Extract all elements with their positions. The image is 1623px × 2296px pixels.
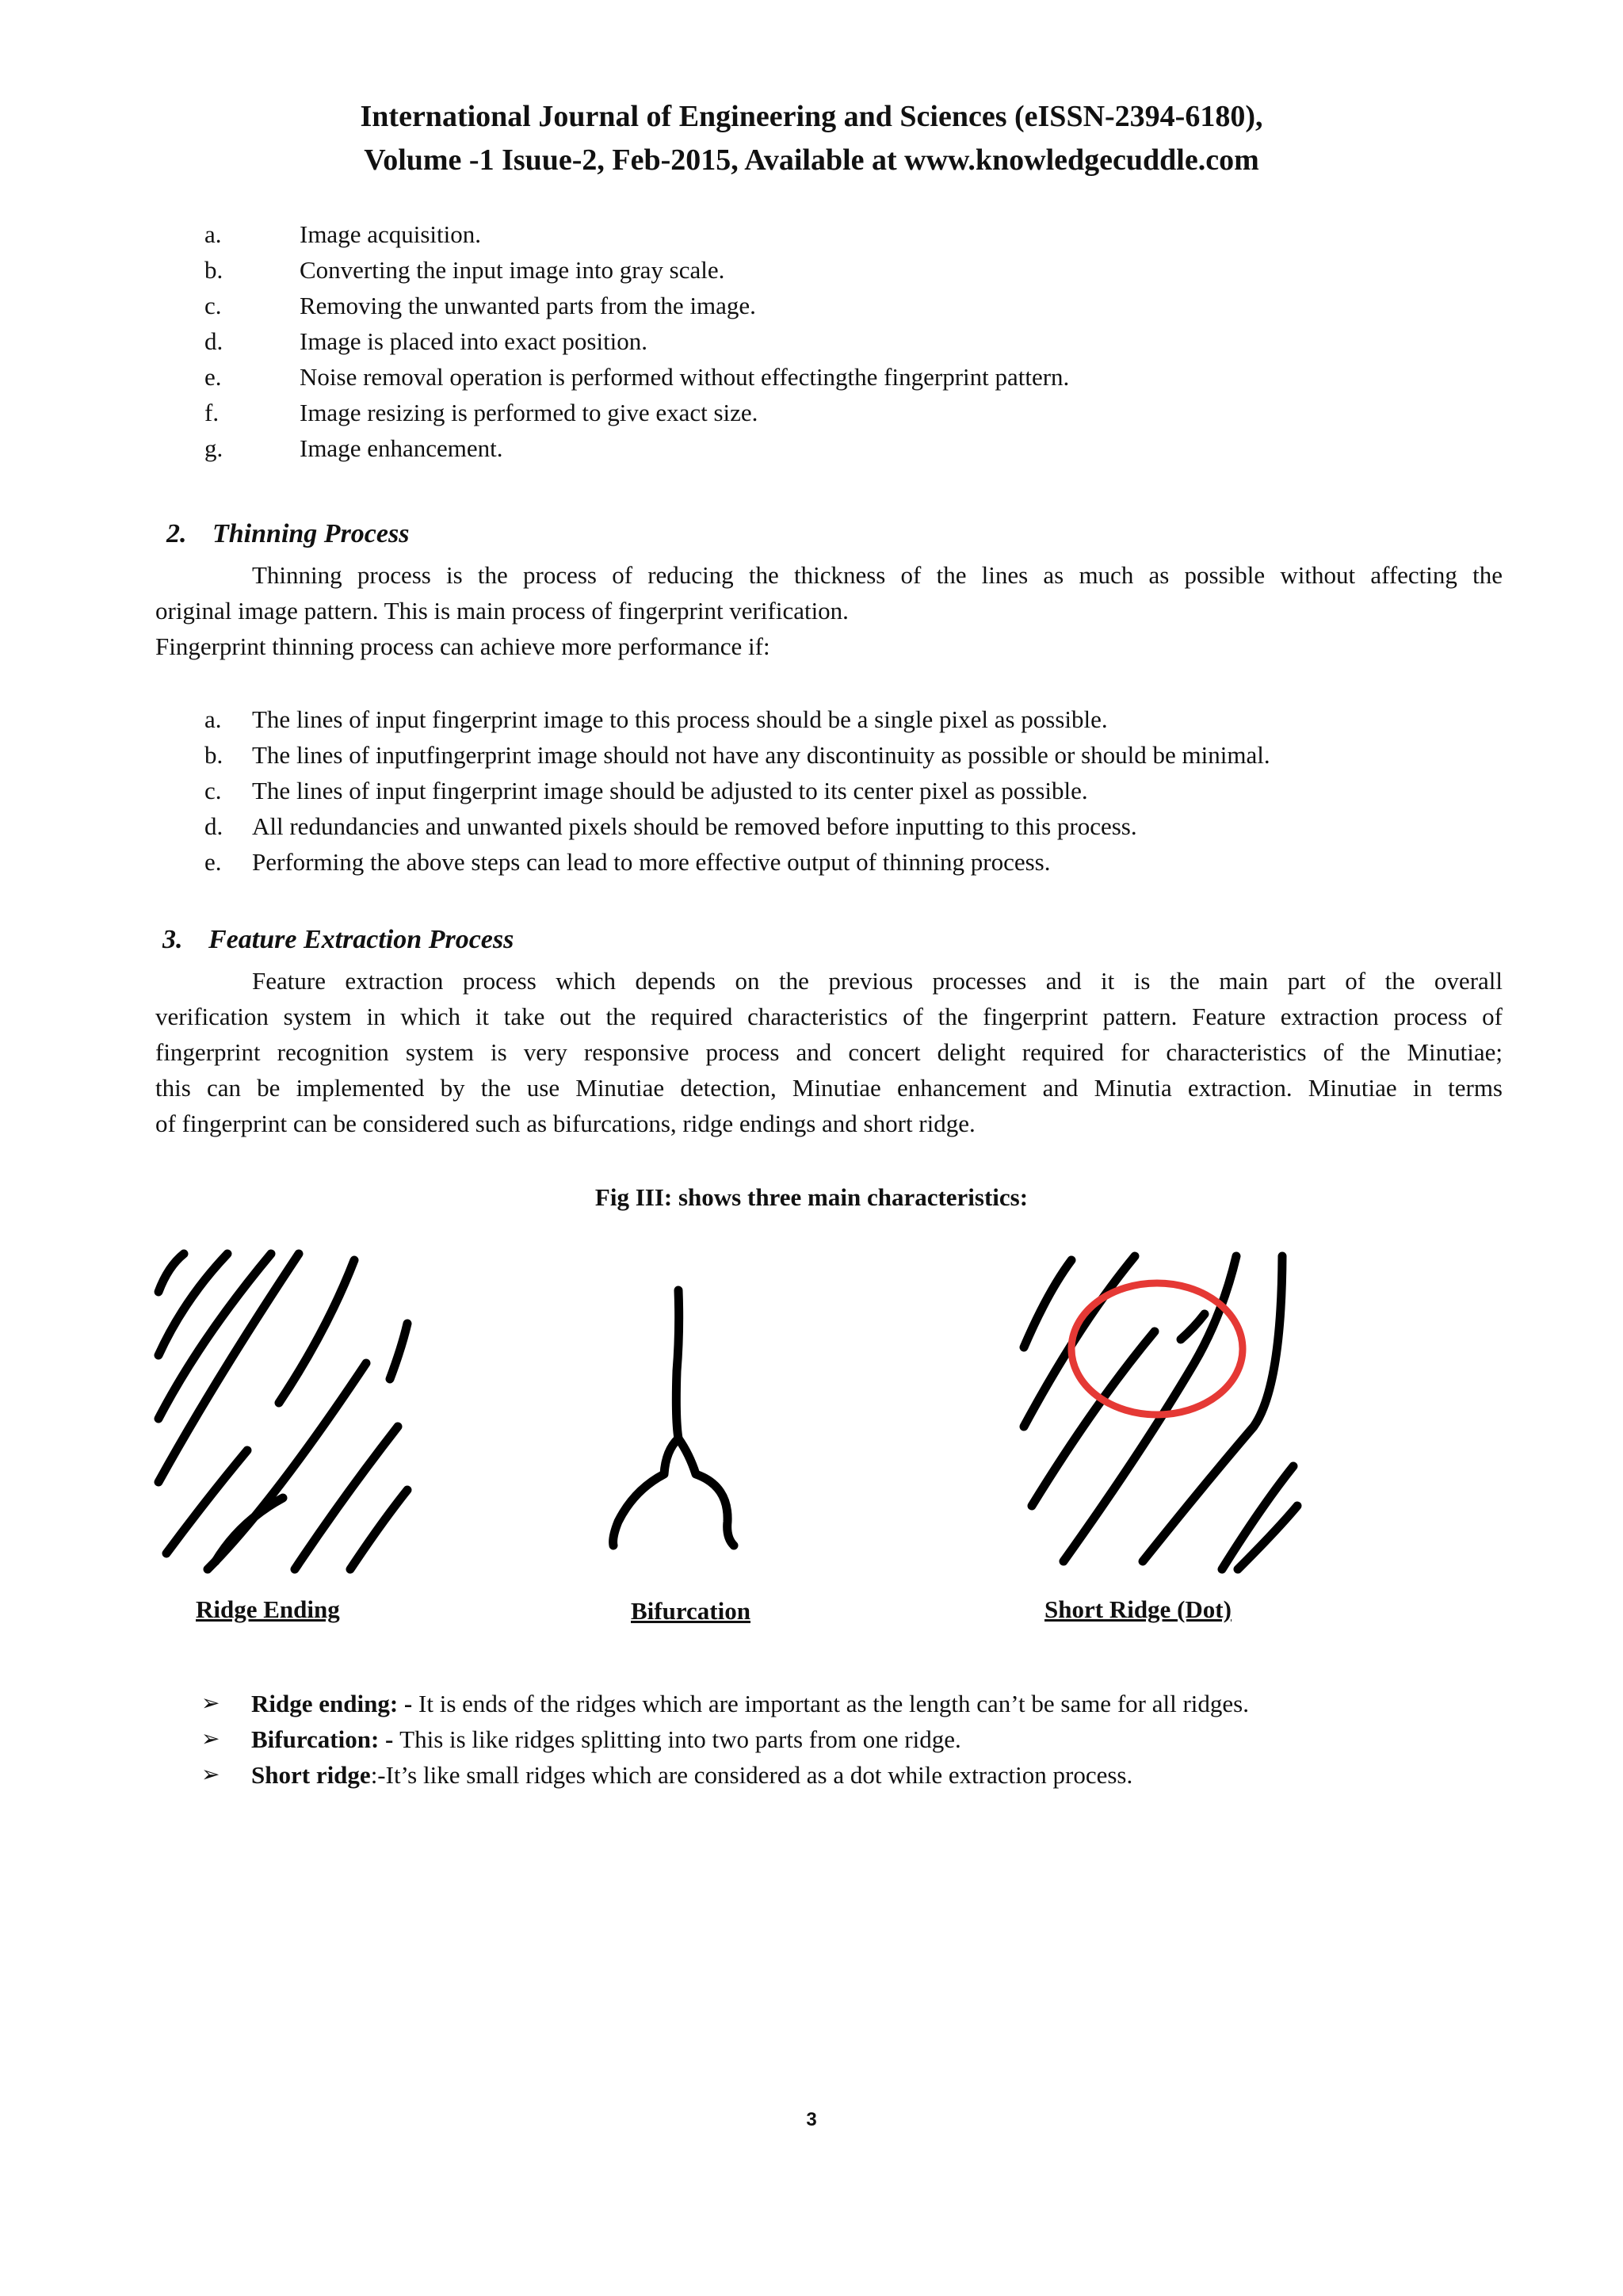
list-marker: b. bbox=[204, 256, 223, 284]
list-marker: d. bbox=[204, 812, 223, 840]
list-marker: f. bbox=[204, 399, 220, 426]
list-marker: a. bbox=[204, 705, 222, 733]
short-ridge-dot-figure bbox=[1016, 1244, 1309, 1577]
list-item-text: All redundancies and unwanted pixels should be removed before inputting to this process. bbox=[252, 812, 1137, 840]
list-item-text: The lines of input fingerprint image should be adjusted to its center pixel as possible. bbox=[252, 777, 1088, 804]
section-title: Thinning Process bbox=[212, 519, 410, 548]
list-item-text: Performing the above steps can lead to more effective output of thinning process. bbox=[252, 848, 1051, 876]
arrow-bullet-icon: ➢ bbox=[201, 1690, 220, 1716]
bullet-separator: :- bbox=[370, 1761, 386, 1789]
list-item-text: The lines of inputfingerprint image should not have any discontinuity as possible or should be minimal. bbox=[252, 741, 1270, 769]
list-item-text: Converting the input image into gray scale. bbox=[300, 256, 725, 284]
paragraph-line: verification system in which it take out the required characteristics of the fingerprint pattern. Feature extraction process of bbox=[155, 1003, 1503, 1030]
page-number: 3 bbox=[806, 2109, 817, 2130]
bullet-description: It is ends of the ridges which are important as the length can’t be same for all ridges. bbox=[418, 1690, 1249, 1717]
journal-header-line-1: International Journal of Engineering and Sciences (eISSN-2394-6180), bbox=[360, 100, 1263, 133]
highlight-circle bbox=[1071, 1283, 1243, 1415]
list-marker: e. bbox=[204, 363, 222, 391]
paragraph-line: this can be implemented by the use Minutiae detection, Minutiae enhancement and Minutia extraction. Minutiae in terms bbox=[155, 1074, 1503, 1102]
list-item-text: Image enhancement. bbox=[300, 434, 503, 462]
list-marker: c. bbox=[204, 777, 222, 804]
list-item-text: Removing the unwanted parts from the image. bbox=[300, 292, 756, 319]
bullet-description: It’s like small ridges which are considered as a dot while extraction process. bbox=[385, 1761, 1133, 1789]
section-number: 3. bbox=[162, 925, 183, 954]
figure-label-ridge-ending: Ridge Ending bbox=[196, 1595, 340, 1623]
paragraph-line: original image pattern. This is main process of fingerprint verification. bbox=[155, 597, 849, 625]
list-marker: d. bbox=[204, 327, 223, 355]
list-marker: e. bbox=[204, 848, 222, 876]
paragraph-line: of fingerprint can be considered such as bifurcations, ridge endings and short ridge. bbox=[155, 1110, 976, 1137]
list-marker: b. bbox=[204, 741, 223, 769]
ridge-ending-figure bbox=[152, 1244, 414, 1577]
paragraph-line: Feature extraction process which depends on the previous processes and it is the main part of the overall bbox=[252, 967, 1503, 995]
bifurcation-figure bbox=[602, 1284, 761, 1553]
section-heading-feature-extraction bbox=[162, 925, 514, 955]
figure-label-bifurcation: Bifurcation bbox=[631, 1597, 750, 1625]
list-item-text: The lines of input fingerprint image to this process should be a single pixel as possible. bbox=[252, 705, 1108, 733]
section-number: 2. bbox=[166, 519, 187, 548]
bullet-separator: : - bbox=[389, 1690, 419, 1717]
bullet-term: Short ridge bbox=[251, 1761, 371, 1789]
list-marker: a. bbox=[204, 220, 222, 248]
paragraph-line: Fingerprint thinning process can achieve more performance if: bbox=[155, 632, 770, 660]
bullet-term: Bifurcation: - bbox=[251, 1725, 400, 1753]
list-item-text: Image acquisition. bbox=[300, 220, 481, 248]
list-marker: c. bbox=[204, 292, 222, 319]
bullet-term: Ridge ending bbox=[251, 1690, 390, 1717]
journal-header-line-2: Volume -1 Isuue-2, Feb-2015, Available at www.knowledgecuddle.com bbox=[364, 143, 1259, 177]
section-heading-thinning bbox=[166, 519, 409, 549]
list-item-text: Image is placed into exact position. bbox=[300, 327, 648, 355]
arrow-bullet-icon: ➢ bbox=[201, 1761, 220, 1787]
section-title: Feature Extraction Process bbox=[208, 925, 514, 954]
paragraph-line: Thinning process is the process of reducing the thickness of the lines as much as possible without affecting the bbox=[252, 561, 1503, 589]
list-item-text: Image resizing is performed to give exact size. bbox=[300, 399, 758, 426]
arrow-bullet-icon: ➢ bbox=[201, 1725, 220, 1752]
figure-caption: Fig III: shows three main characteristics: bbox=[594, 1183, 1029, 1211]
figure-label-short-ridge: Short Ridge (Dot) bbox=[1044, 1595, 1232, 1623]
list-item-text: Noise removal operation is performed without effectingthe fingerprint pattern. bbox=[300, 363, 1070, 391]
bullet-description: This is like ridges splitting into two parts from one ridge. bbox=[399, 1725, 961, 1753]
paragraph-line: fingerprint recognition system is very responsive process and concert delight required for characteristics of the Minutiae; bbox=[155, 1038, 1503, 1066]
list-marker: g. bbox=[204, 434, 223, 462]
